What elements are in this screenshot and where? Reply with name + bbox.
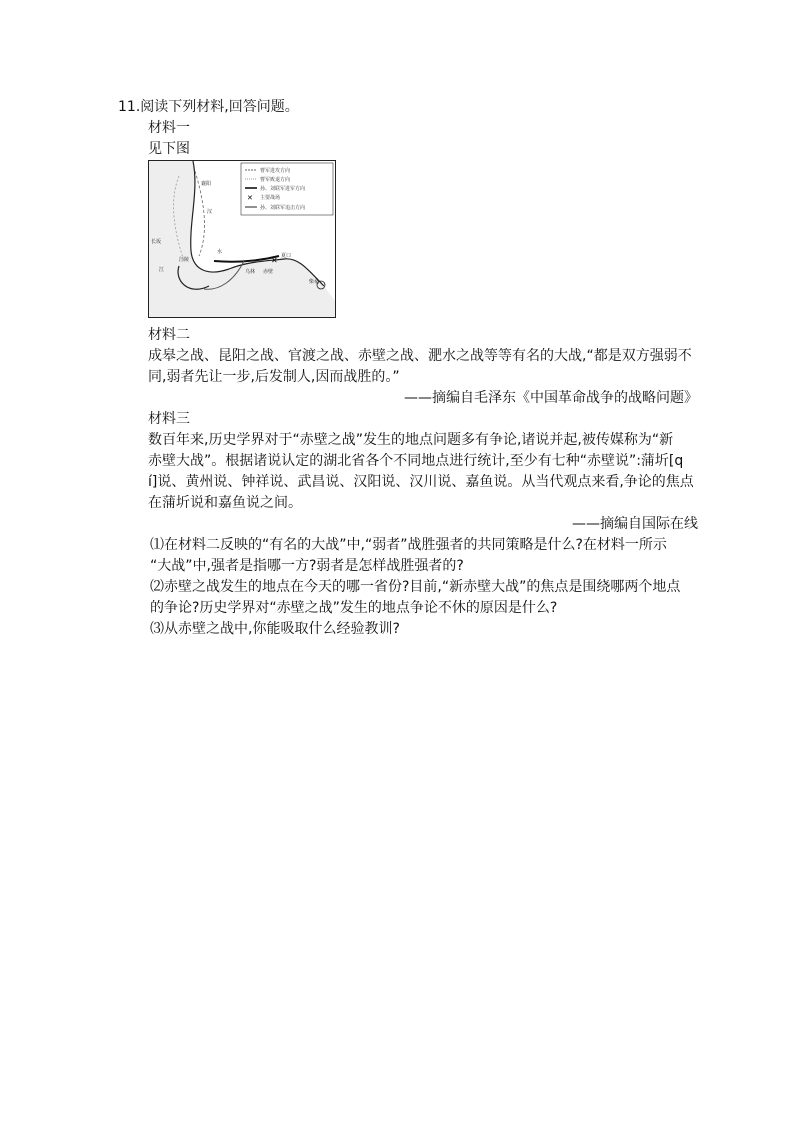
question-list xyxy=(150,535,710,640)
question-line: ⑵赤壁之战发生的地点在今天的哪一省份?目前,“新赤壁大战”的焦点是围绕哪两个地点 xyxy=(150,579,681,595)
battle-map-svg xyxy=(149,161,335,317)
legend-label-1: 曹军进攻方向 xyxy=(260,168,291,174)
place-label-han: 汉 xyxy=(207,209,213,215)
material1-caption: 见下图 xyxy=(148,141,190,157)
question-line: “大战”中,强者是指哪一方?弱者是怎样战胜强者的? xyxy=(150,558,464,574)
place-label-xiangyang: 襄阳 xyxy=(201,181,212,187)
material3-heading: 材料三 xyxy=(148,411,190,427)
question-line: 的争论?历史学界对“赤壁之战”发生的地点争论不休的原因是什么? xyxy=(150,600,558,616)
place-label-changban: 长坂 xyxy=(151,239,162,245)
question-title: 11.阅读下列材料,回答问题。 xyxy=(118,99,299,115)
material2-source: ——摘编自毛泽东《中国革命战争的战略问题》 xyxy=(404,390,698,406)
material2-heading: 材料二 xyxy=(148,327,190,343)
place-label-jiang: 江 xyxy=(159,267,165,273)
material3-line: 在蒲圻说和嘉鱼说之间。 xyxy=(148,495,302,511)
place-label-jiangling: 江陵 xyxy=(179,257,190,263)
material3-line: 数百年来,历史学界对于“赤壁之战”发生的地点问题多有争论,诸说并起,被传媒称为“新 xyxy=(148,432,674,448)
place-label-xiakou: 夏口 xyxy=(281,253,292,259)
place-label-chibi: 赤壁 xyxy=(263,269,274,275)
legend-swatch-4: ✕ xyxy=(247,194,253,202)
battle-map xyxy=(148,160,336,318)
place-label-chaisang: 柴桑 xyxy=(309,279,320,285)
material3-line: í]说、黄州说、钟祥说、武昌说、汉阳说、汉川说、嘉鱼说。从当代观点来看,争论的焦点 xyxy=(148,474,694,490)
question-line: ⑴在材料二反映的“有名的大战”中,“弱者”战胜强者的共同策略是什么?在材料一所示 xyxy=(150,537,667,553)
material2-line: 同,弱者先让一步,后发制人,因而战胜的。” xyxy=(148,369,400,385)
material3-source: ——摘编自国际在线 xyxy=(572,516,698,532)
place-label-shui: 水 xyxy=(217,249,223,255)
material3-line: 赤壁大战”。根据诸说认定的湖北省各个不同地点进行统计,至少有七种“赤壁说”:蒲圻[q xyxy=(148,453,684,469)
legend-label-3: 孙、刘联军进军方向 xyxy=(260,186,306,192)
material3-body xyxy=(148,430,700,514)
place-label-wulin: 乌林 xyxy=(245,269,256,275)
material2-body xyxy=(148,346,700,388)
material1-heading: 材料一 xyxy=(148,120,190,136)
legend-label-2: 曹军败退方向 xyxy=(260,177,291,183)
legend-label-4: 主要战场 xyxy=(260,195,281,201)
battle-mark-icon: ✕ xyxy=(271,256,278,265)
question-line: ⑶从赤壁之战中,你能吸取什么经验教训? xyxy=(150,621,400,637)
legend-label-5: 孙、刘联军追击方向 xyxy=(260,205,306,211)
material2-line: 成皋之战、昆阳之战、官渡之战、赤壁之战、淝水之战等等有名的大战,“都是双方强弱不 xyxy=(148,348,692,364)
